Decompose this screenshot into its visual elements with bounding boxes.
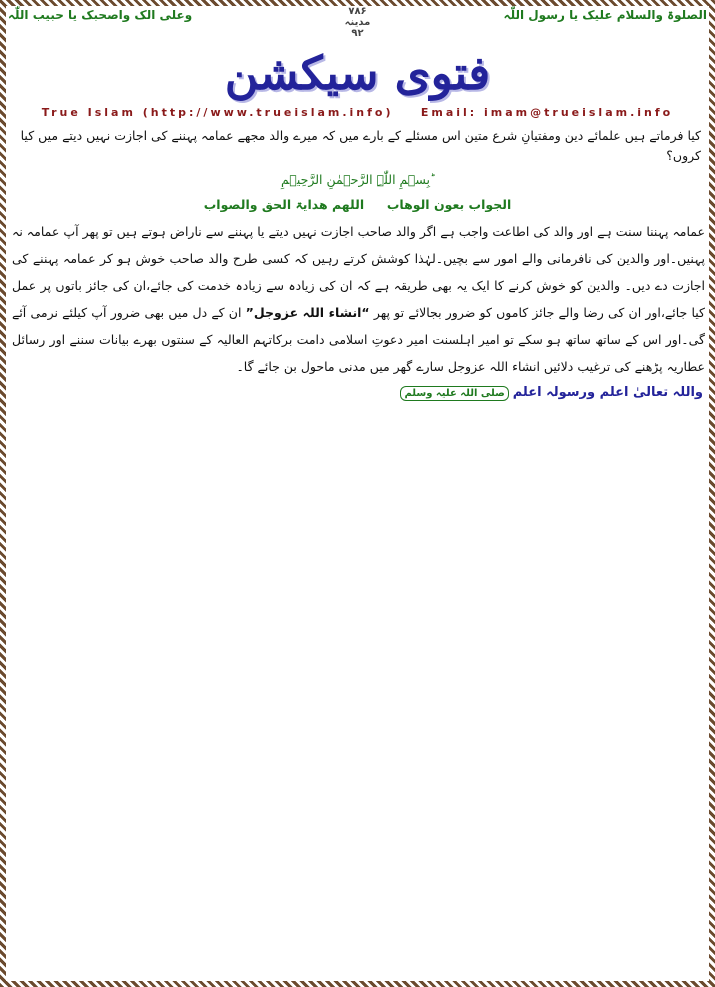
answer-heading-part1: الجواب بعون الوھاب — [386, 197, 512, 212]
header-emblem-number: ۷۸۶ — [348, 6, 367, 17]
title-banner — [6, 42, 709, 104]
page-content — [6, 6, 709, 981]
header-emblem-number-bottom: ۹۲ — [351, 28, 364, 39]
closing-text: واللہ تعالیٰ اعلم ورسولہ اعلم — [512, 385, 703, 400]
header-emblem-word: مدینہ — [344, 17, 371, 28]
bismillah-line: بِسۡمِ اللّٰہِ الرَّحۡمٰنِ الرَّحِیۡمِ ؕ — [281, 172, 434, 187]
answer-heading — [6, 192, 709, 218]
answer-heading-part2: اللھم ھدایۃ الحق والصواب — [203, 197, 365, 212]
answer-text-part2: ان کے دل میں بھی ضرور آپ کیلئے نرمی آئے گی۔اور اس کے ساتھ ساتھ ہو سکے تو امیر اہلسنت امیر دعوتِ اسلامی دامت برکاتہم العالیہ کے سنتوں بھرے بیانات سننے اور رسائل عطاریہ پڑھنے کی ترغیب دلائیں انشاء اللہ عزوجل سارے گھر میں مدنی ماحول بن جائے گا۔ — [12, 305, 705, 374]
header-emblem — [345, 6, 371, 39]
insha-allah-phrase: “انشاء اللہ عزوجل” — [245, 305, 370, 320]
answer-body — [6, 218, 709, 380]
question-text: کیا فرماتے ہیں علمائے دین ومفتیانِ شرع متین اس مسئلے کے بارے میں کہ میرے والد مجھے عمامہ پہننے کی اجازت نہیں دیتے میں کیا کروں؟ — [20, 128, 701, 163]
header-salutation-right: الصلوۃ والسلام علیک یا رسول اللّٰہ — [503, 8, 707, 22]
site-link[interactable]: True Islam (http://www.trueislam.info) — [41, 106, 394, 119]
page-title: فتوی سیکشن — [224, 46, 491, 100]
salawat-symbol: صلی اللہ علیہ وسلم — [400, 386, 508, 401]
header-bar — [6, 6, 709, 42]
site-info-line — [6, 104, 709, 122]
answer-text-part1: عمامہ پہننا سنت ہے اور والد کی اطاعت واجب ہے اگر والد صاحب اجازت نہیں دیتے یا پہننے سے ناراض ہوتے ہیں تو پھر آپ عمامہ نہ پہنیں۔اور والدین کی نافرمانی والے امور سے بچیں۔لہٰذا کوشش کرتے رہیں کہ کسی طرح والد صاحب خوش ہو کر عمامہ پہننے کی اجازت دے دیں۔ والدین کو خوش کرنے کا ایک یہ بھی طریقہ ہے کہ ان کی زیادہ سے زیادہ خدمت کی جائے،ان کی جائز باتوں پر عمل کیا جائے،اور ان کی رضا والے جائز کاموں کو ضرور بجالائے تو پھر — [12, 224, 705, 320]
closing-line — [6, 380, 709, 406]
email-link[interactable]: Email: imam@trueislam.info — [420, 106, 674, 119]
header-salutation-left: وعلی الک واصحبک یا حبیب اللّٰہ — [8, 8, 193, 22]
